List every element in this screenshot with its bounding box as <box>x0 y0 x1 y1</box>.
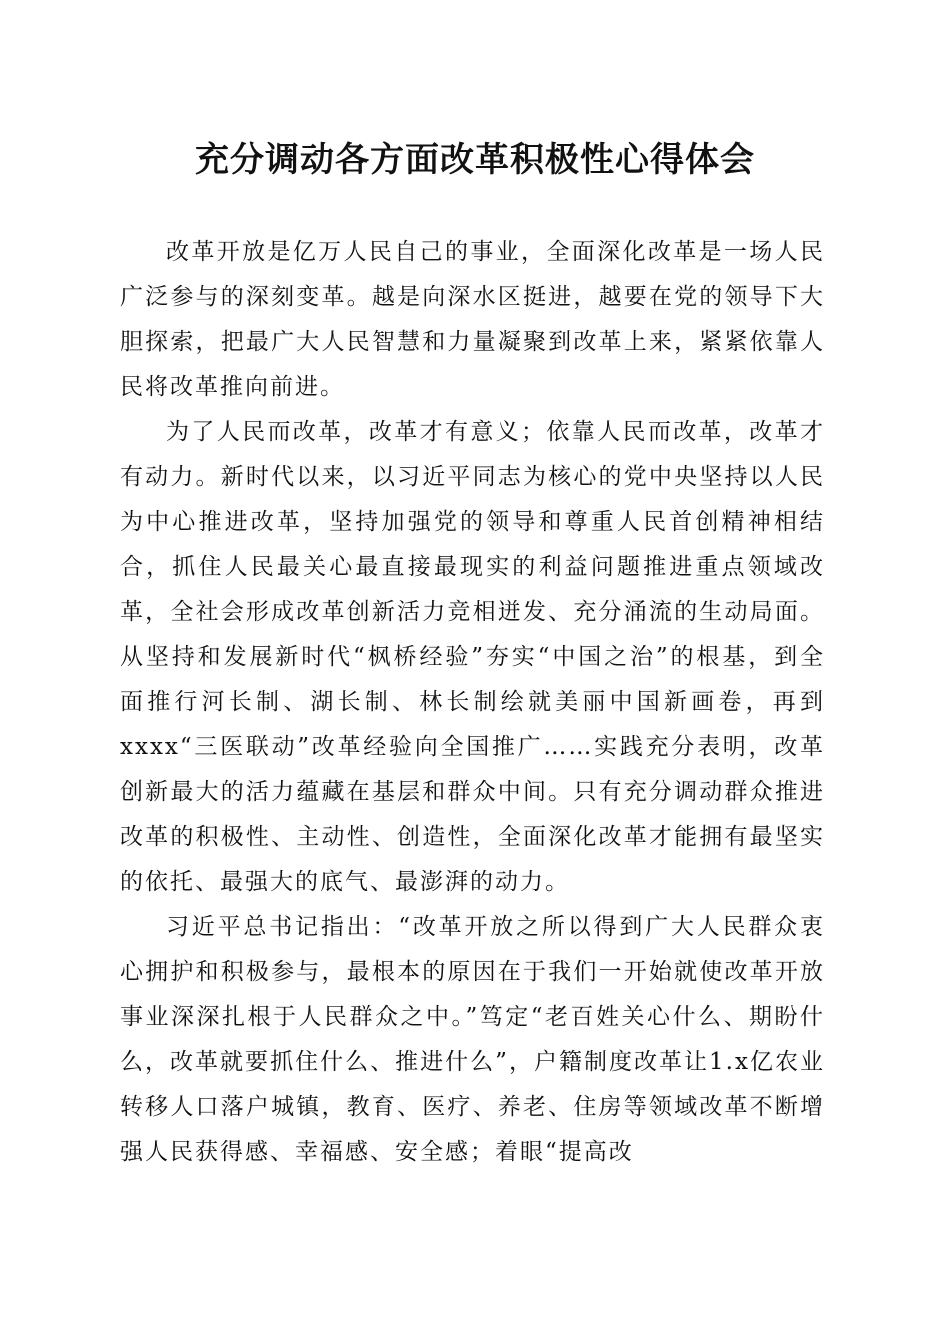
document-body <box>120 230 825 1175</box>
document-title: 充分调动各方面改革积极性心得体会 <box>195 140 755 180</box>
paragraph: 为了人民而改革，改革才有意义；依靠人民而改革，改革才有动力。新时代以来，以习近平同志为核心的党中央坚持以人民为中心推进改革，坚持加强党的领导和尊重人民首创精神相结合，抓住人民最关心最直接最现实的利益问题推进重点领域改革，全社会形成改革创新活力竞相迸发、充分涌流的生动局面。从坚持和发展新时代“枫桥经验”夯实“中国之治”的根基，到全面推行河长制、湖长制、林长制绘就美丽中国新画卷，再到xxxx“三医联动”改革经验向全国推广……实践充分表明，改革创新最大的活力蕴藏在基层和群众中间。只有充分调动群众推进改革的积极性、主动性、创造性，全面深化改革才能拥有最坚实的依托、最强大的底气、最澎湃的动力。 <box>120 419 825 895</box>
paragraph: 习近平总书记指出：“改革开放之所以得到广大人民群众衷心拥护和积极参与，最根本的原因在于我们一开始就使改革开放事业深深扎根于人民群众之中。”笃定“老百姓关心什么、期盼什么，改革就要抓住什么、推进什么”，户籍制度改革让1.x亿农业转移人口落户城镇，教育、医疗、养老、住房等领域改革不断增强人民获得感、幸福感、安全感；着眼“提高改 <box>120 914 825 1165</box>
paragraph: 改革开放是亿万人民自己的事业，全面深化改革是一场人民广泛参与的深刻变革。越是向深水区挺进，越要在党的领导下大胆探索，把最广大人民智慧和力量凝聚到改革上来，紧紧依靠人民将改革推向前进。 <box>120 239 825 400</box>
